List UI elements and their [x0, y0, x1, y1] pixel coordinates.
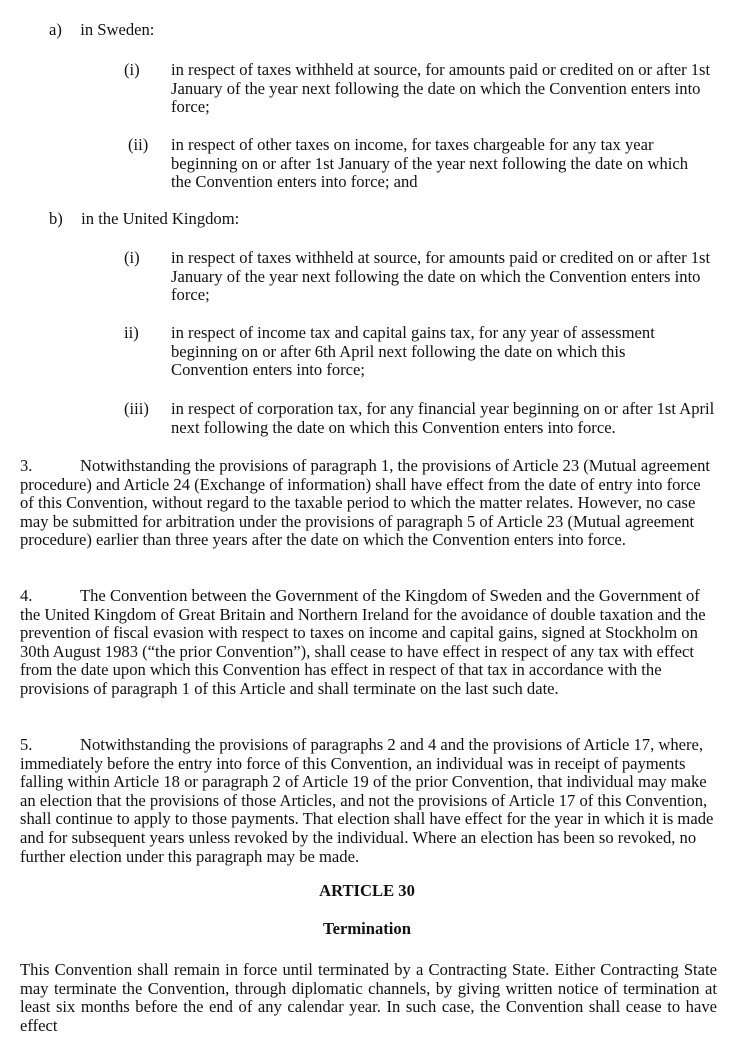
paragraph-5-number: 5. [20, 735, 33, 754]
paragraph-5-text: Notwithstanding the provisions of paragraphs 2 and 4 and the provisions of Article 17, where, immediately before the entry into force of this Convention, an individual was in receipt of payments falling within Article 18 or paragraph 2 of Article 19 of the prior Convention, that individual may make an election that the provisions of those Articles, and not the provisions of Article 17 of this Convention, shall continue to apply to those payments. That election shall have effect for the year in which it is made and for subsequent years unless revoked by the individual. Where an election has been so revoked, no further election under this paragraph may be made. [20, 735, 714, 866]
item-a-ii-text: in respect of other taxes on income, for taxes chargeable for any tax year beginning on or after 1st January of the year next following the date on which the Convention enters into force; and [171, 135, 689, 192]
item-a-ii-label: (ii) [128, 135, 149, 154]
paragraph-5 [20, 736, 717, 866]
paragraph-4 [20, 587, 717, 699]
item-b-i-label: (i) [124, 248, 140, 267]
item-a-i-text: in respect of taxes withheld at source, for amounts paid or credited on or after 1st January of the year next following the date on which the Convention enters into force; [171, 60, 711, 117]
section-a-label: a) [49, 20, 62, 39]
article-30-text: This Convention shall remain in force until terminated by a Contracting State. Either Contracting State may terminate the Convention, through diplomatic channels, by giving written notice of termination at least six months before the end of any calendar year. In such case, the Convention shall cease to have effect [20, 960, 717, 1035]
item-b-i-text: in respect of taxes withheld at source, for amounts paid or credited on or after 1st January of the year next following the date on which the Convention enters into force; [171, 248, 711, 305]
paragraph-4-text: The Convention between the Government of the Kingdom of Sweden and the Government of the United Kingdom of Great Britain and Northern Ireland for the avoidance of double taxation and the prevention of fiscal evasion with respect to taxes on income and capital gains, signed at Stockholm on 30th August 1983 (“the prior Convention”), shall cease to have effect in respect of any tax with effect from the date upon which this Convention has effect in respect of that tax in accordance with the provisions of paragraph 1 of this Article and shall terminate on the last such date. [20, 586, 706, 698]
section-a-title: in Sweden: [80, 20, 155, 39]
item-a-i-label: (i) [124, 60, 140, 79]
paragraph-4-number: 4. [20, 586, 33, 605]
section-b-title: in the United Kingdom: [81, 209, 240, 228]
article-title: Termination [323, 919, 411, 938]
item-b-ii-label: ii) [124, 323, 139, 342]
paragraph-3 [20, 457, 717, 550]
item-b-iii-label: (iii) [124, 399, 149, 418]
section-b-label: b) [49, 209, 63, 228]
paragraph-3-number: 3. [20, 456, 33, 475]
paragraph-3-text: Notwithstanding the provisions of paragraph 1, the provisions of Article 23 (Mutual agreement procedure) and Article 24 (Exchange of information) shall have effect from the date of entry into force of this Convention, without regard to the taxable period to which the matter relates. However, no case may be submitted for arbitration under the provisions of paragraph 5 of Article 23 (Mutual agreement procedure) earlier than three years after the date on which the Convention enters into force. [20, 456, 710, 550]
article-number: ARTICLE 30 [319, 881, 415, 900]
item-b-iii-text: in respect of corporation tax, for any financial year beginning on or after 1st April next following the date on which this Convention enters into force. [171, 399, 715, 437]
item-b-ii-text: in respect of income tax and capital gains tax, for any year of assessment beginning on or after 6th April next following the date on which this Convention enters into force; [171, 323, 655, 380]
section-b-heading [49, 210, 239, 229]
section-a-heading [49, 21, 154, 40]
